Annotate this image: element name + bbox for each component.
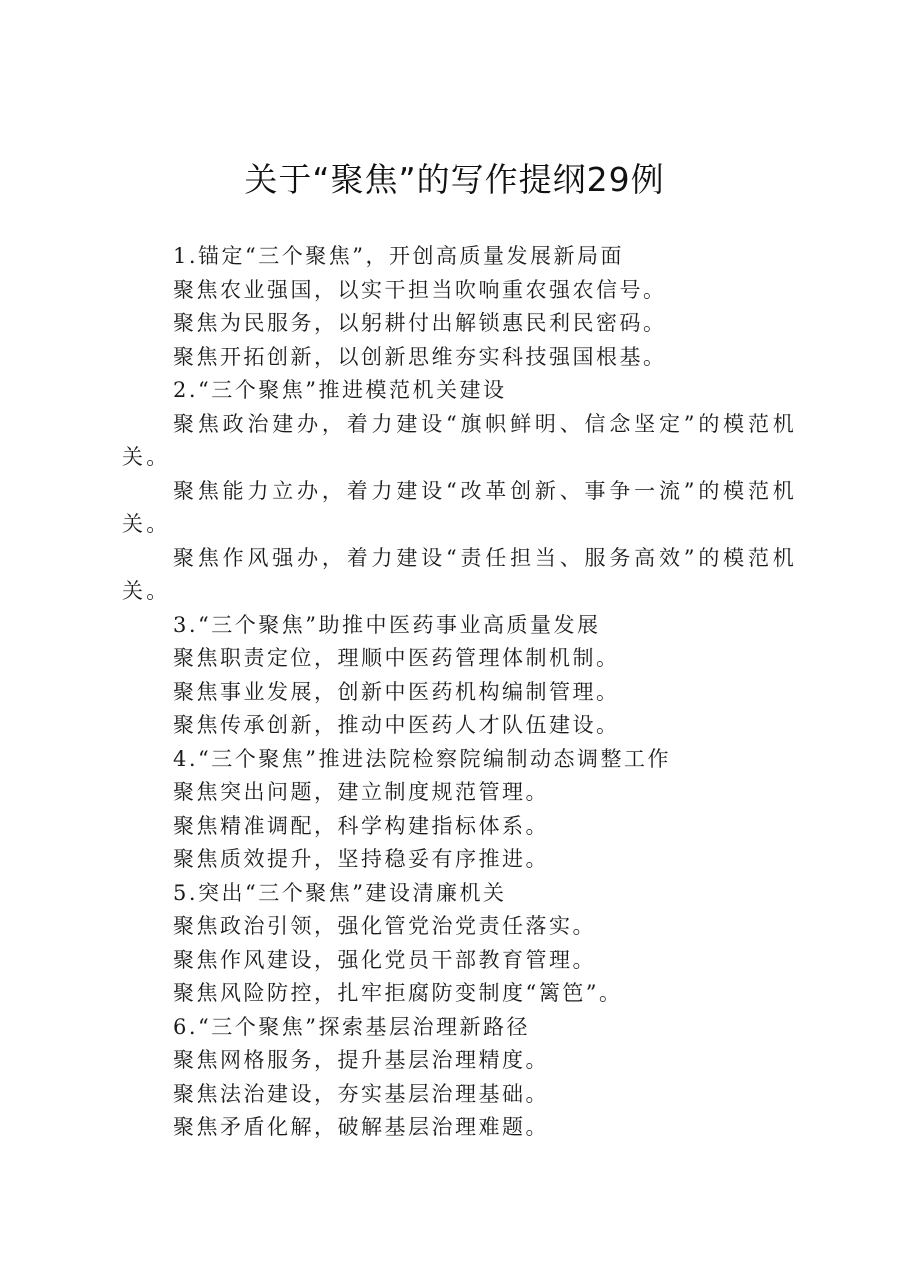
section-heading-3: 3.“三个聚焦”助推中医药事业高质量发展 <box>173 612 601 637</box>
section-heading-1: 1.锚定“三个聚焦”，开创高质量发展新局面 <box>173 244 625 268</box>
outline-item: 聚焦精准调配，科学构建指标体系。 <box>173 813 549 838</box>
section-heading-2: 2.“三个聚焦”推进模范机关建设 <box>173 378 507 402</box>
section-heading-4: 4.“三个聚焦”推进法院检察院编制动态调整工作 <box>173 746 672 771</box>
outline-item: 聚焦政治建办，着力建设“旗帜鲜明、信念坚定”的模范机关。 <box>122 411 797 469</box>
outline-item: 聚焦职责定位，理顺中医药管理体制机制。 <box>173 646 620 670</box>
outline-item: 聚焦政治引领，强化管党治党责任落实。 <box>173 914 596 938</box>
outline-item: 聚焦风险防控，扎牢拒腐防变制度“篱笆”。 <box>173 981 623 1005</box>
section-heading-6: 6.“三个聚焦”探索基层治理新路径 <box>173 1014 531 1039</box>
outline-item: 聚焦突出问题，建立制度规范管理。 <box>173 780 549 804</box>
outline-item: 聚焦作风强办，着力建设“责任担当、服务高效”的模范机关。 <box>122 545 797 603</box>
outline-item: 聚焦事业发展，创新中医药机构编制管理。 <box>173 679 620 704</box>
outline-item: 聚焦能力立办，着力建设“改革创新、事争一流”的模范机关。 <box>122 478 797 536</box>
outline-item: 聚焦法治建设，夯实基层治理基础。 <box>173 1081 549 1106</box>
outline-item: 聚焦开拓创新，以创新思维夯实科技强国根基。 <box>173 344 667 369</box>
outline-item: 聚焦网格服务，提升基层治理精度。 <box>173 1048 549 1072</box>
outline-item: 聚焦矛盾化解，破解基层治理难题。 <box>173 1115 549 1139</box>
outline-item: 聚焦质效提升，坚持稳妥有序推进。 <box>173 847 549 871</box>
outline-item: 聚焦为民服务，以躬耕付出解锁惠民利民密码。 <box>173 311 667 335</box>
outline-item: 聚焦作风建设，强化党员干部教育管理。 <box>173 947 596 972</box>
document-body <box>122 240 797 1145</box>
section-heading-5: 5.突出“三个聚焦”建设清廉机关 <box>173 880 507 905</box>
outline-item: 聚焦传承创新，推动中医药人才队伍建设。 <box>173 713 620 737</box>
outline-item: 聚焦农业强国，以实干担当吹响重农强农信号。 <box>173 277 667 302</box>
document-title: 关于“聚焦”的写作提纲29例 <box>244 160 665 199</box>
